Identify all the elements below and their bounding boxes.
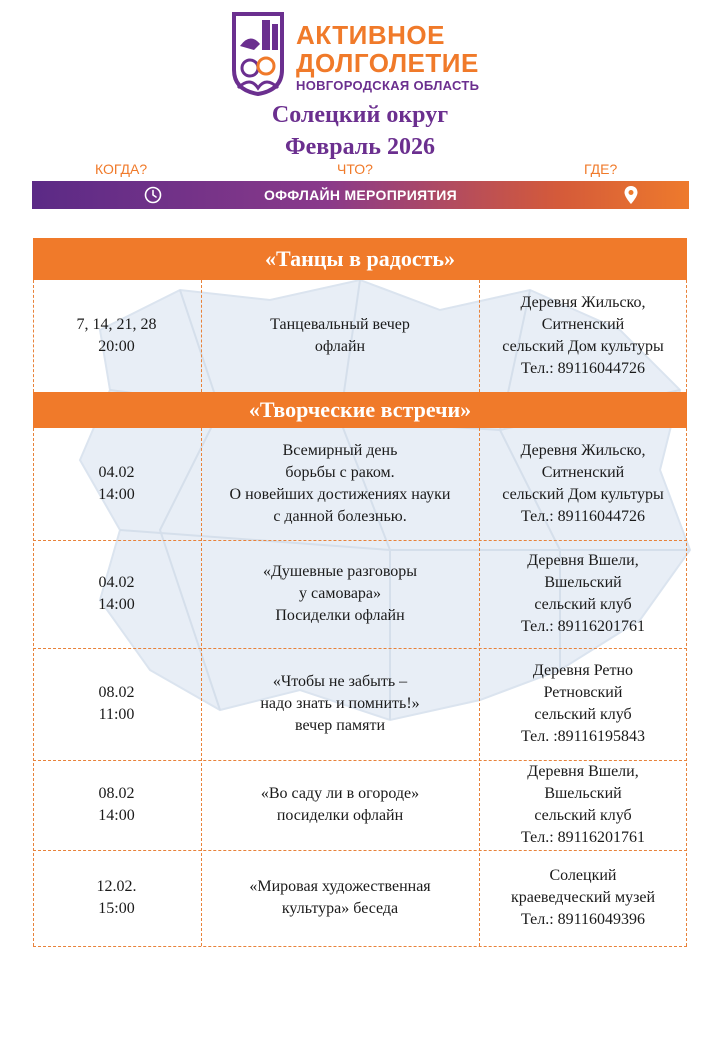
description-line: у самовара»: [298, 585, 382, 602]
logo-text-active: АКТИВНОЕ: [296, 20, 445, 50]
location-pin-icon: [623, 185, 639, 205]
event-location: [480, 648, 686, 760]
location-line: Ретновский: [543, 684, 623, 701]
description-line: культура» беседа: [281, 900, 399, 917]
location-line: Деревня Вшели,: [527, 552, 639, 569]
section-title-dances: «Танцы в радость»: [33, 238, 687, 280]
time-text: 15:00: [98, 900, 135, 917]
date-text: 04.02: [98, 574, 135, 591]
event-description: [202, 540, 478, 648]
row-divider: [33, 760, 687, 761]
time-text: 20:00: [98, 338, 135, 355]
description-line: с данной болезнью.: [273, 508, 407, 525]
event-location: [480, 428, 686, 540]
description-line: борьбы с раком.: [285, 464, 395, 481]
band-label: ОФФЛАЙН МЕРОПРИЯТИЯ: [263, 187, 457, 203]
location-line: сельский клуб: [534, 596, 632, 613]
row-divider: [33, 850, 687, 851]
event-date: [33, 850, 200, 946]
offline-events-band: [32, 181, 689, 209]
description-line: Посиделки офлайн: [275, 607, 405, 624]
logo-text-region: НОВГОРОДСКАЯ ОБЛАСТЬ: [296, 78, 480, 93]
table-border: [33, 428, 34, 946]
event-date: [33, 540, 200, 648]
table-border: [479, 428, 480, 946]
logo: [228, 10, 498, 96]
table-border: [479, 280, 480, 392]
location-line: Деревня Жильско,: [520, 294, 646, 311]
location-line: Ситненский: [541, 316, 625, 333]
description-line: «Душевные разговоры: [262, 563, 418, 580]
location-line: Ситненский: [541, 464, 625, 481]
date-text: 08.02: [98, 684, 135, 701]
date-text: 08.02: [98, 785, 135, 802]
location-line: Деревня Жильско,: [520, 442, 646, 459]
date-text: 12.02.: [96, 878, 137, 895]
location-line: Солецкий: [549, 867, 617, 884]
section-title-creative-meetings: «Творческие встречи»: [33, 392, 687, 428]
row-divider: [33, 540, 687, 541]
event-location: [480, 850, 686, 946]
event-description: [202, 760, 478, 850]
event-description: [202, 428, 478, 540]
logo-emblem-icon: [228, 10, 288, 96]
event-description: [202, 850, 478, 946]
logo-text-longevity: ДОЛГОЛЕТИЕ: [296, 48, 479, 78]
location-line: краеведческий музей: [510, 889, 656, 906]
table-border: [33, 280, 34, 392]
event-location: [480, 280, 686, 392]
row-divider: [33, 648, 687, 649]
location-line: Вшельский: [544, 785, 622, 802]
location-line: сельский Дом культуры: [502, 486, 664, 503]
time-text: 14:00: [98, 596, 135, 613]
event-date: [33, 428, 200, 540]
location-phone: Тел.: 89116044726: [520, 508, 646, 525]
district-title: Солецкий округ: [271, 102, 449, 128]
description-line: Танцевальный вечер: [270, 316, 410, 333]
location-phone: Тел.: 89116201761: [520, 829, 646, 846]
time-text: 11:00: [98, 706, 135, 723]
location-line: Деревня Ретно: [532, 662, 634, 679]
table-border: [686, 280, 687, 392]
event-date: [33, 280, 200, 392]
event-location: [480, 760, 686, 850]
description-line: «Мировая художественная: [249, 878, 431, 895]
event-description: [202, 648, 478, 760]
location-line: Деревня Вшели,: [527, 763, 639, 780]
description-line: О новейших достижениях науки: [229, 486, 451, 503]
event-location: [480, 540, 686, 648]
time-text: 14:00: [98, 807, 135, 824]
table-border: [201, 280, 202, 392]
what-label: ЧТО?: [337, 161, 373, 177]
description-line: Всемирный день: [282, 442, 398, 459]
location-phone: Тел.: 89116049396: [520, 911, 646, 928]
date-text: 04.02: [98, 464, 135, 481]
location-phone: Тел.: 89116044726: [520, 360, 646, 377]
table-border: [686, 428, 687, 946]
location-line: сельский Дом культуры: [502, 338, 664, 355]
description-line: «Чтобы не забыть –: [272, 673, 408, 690]
when-label: КОГДА?: [95, 161, 148, 177]
description-line: посиделки офлайн: [276, 807, 404, 824]
description-line: надо знать и помнить!»: [260, 695, 420, 712]
event-description: [202, 280, 478, 392]
location-line: сельский клуб: [534, 706, 632, 723]
location-phone: Тел.: 89116201761: [520, 618, 646, 635]
table-border: [201, 428, 202, 946]
location-phone: Тел. :89116195843: [520, 728, 646, 745]
event-date: [33, 648, 200, 760]
description-line: офлайн: [314, 338, 366, 355]
time-text: 14:00: [98, 486, 135, 503]
where-label: ГДЕ?: [584, 161, 618, 177]
row-divider: [33, 946, 687, 947]
description-line: «Во саду ли в огороде»: [260, 785, 420, 802]
description-line: вечер памяти: [294, 717, 385, 734]
location-line: сельский клуб: [534, 807, 632, 824]
location-line: Вшельский: [544, 574, 622, 591]
month-title: Февраль 2026: [285, 134, 435, 160]
date-text: 7, 14, 21, 28: [76, 316, 157, 333]
event-date: [33, 760, 200, 850]
